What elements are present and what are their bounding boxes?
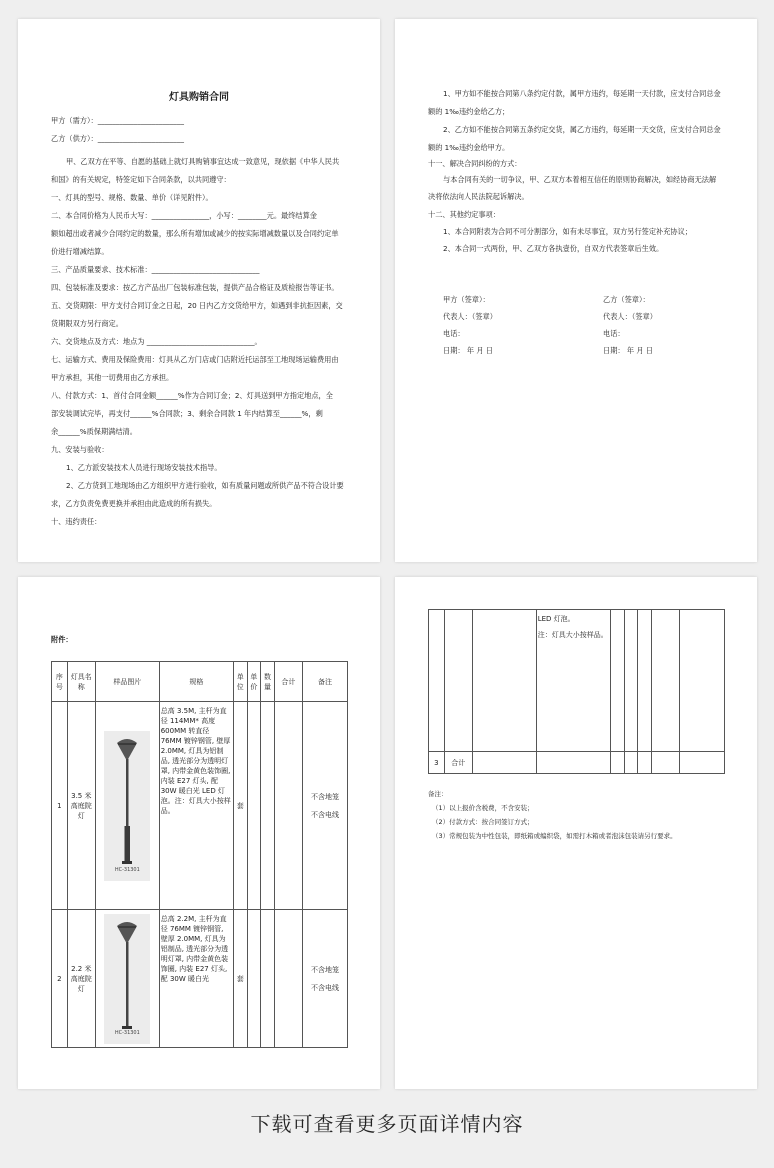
- breach-2-line-2: 额的 1‰违约金给甲方。: [428, 143, 510, 152]
- section-2-line-2: 额如超出或者减少合同约定的数量，那么所有增加或减少的按实际增减数量以及合同约定单: [51, 229, 339, 238]
- continued-spec: [536, 610, 610, 752]
- note-1: （1）以上报价含税费，不含安装；: [432, 804, 534, 812]
- header-unit: 单位: [233, 662, 247, 702]
- tel-party-a: 电话：: [443, 329, 465, 338]
- breach-1-line-1: 1、甲方如不能按合同第八条约定付款，属甲方违约，每延期一天付款，应支付合同总金: [443, 89, 721, 98]
- table-row: [52, 910, 348, 1048]
- party-a-line: 甲方（需方）：________________________: [51, 116, 184, 125]
- section-2-line-1: 二、本合同价格为人民币大写：________________，小写：________元。最终结算金: [51, 211, 317, 220]
- section-7-line-2: 甲方承担，其他一切费用由乙方承担。: [51, 373, 174, 382]
- section-9-item-1: 1、乙方派安装技术人员进行现场安装技术指导。: [66, 463, 222, 472]
- breach-2-line-1: 2、乙方如不能按合同第五条约定交货，属乙方违约，每延期一天交货，应支付合同总金: [443, 125, 721, 134]
- row-1-price: [247, 702, 261, 910]
- date-party-b: 日期： 年 月 日: [603, 346, 653, 355]
- section-8-line-3: 余______%质保期满结清。: [51, 427, 137, 436]
- header-name: 灯具名称: [67, 662, 95, 702]
- lamp-post-icon: [104, 914, 150, 1044]
- row-1-name: 3.5 米高庭院灯: [67, 702, 95, 910]
- row-2-no: 2: [52, 910, 68, 1048]
- section-12-item-2: 2、本合同一式两份，甲、乙双方各执壹份，自双方代表签章后生效。: [443, 244, 664, 253]
- row-2-note-2: 不含电线: [310, 983, 339, 992]
- lamp-post-icon: [104, 731, 150, 881]
- section-5-line-1: 五、交货期限：甲方支付合同订金之日起，20 日内乙方交货给甲方，如遇到非抗拒因素，交: [51, 301, 343, 310]
- continued-spec-line-2: 注：灯具大小按样品。: [537, 631, 608, 639]
- section-6: 六、交货地点及方式：地点为 ______________________________。: [51, 337, 262, 346]
- rep-party-a: 代表人：（签章）: [443, 312, 497, 321]
- row-1-note-2: 不含电线: [310, 810, 339, 819]
- row-2-name: 2.2 米高庭院灯: [67, 910, 95, 1048]
- sign-party-b: 乙方（签章）：: [603, 295, 650, 304]
- section-2-line-3: 价进行增减结算。: [51, 247, 109, 256]
- rep-party-b: 代表人：（签章）: [603, 312, 657, 321]
- row-2-total: [274, 910, 302, 1048]
- row-1-image-cell: [95, 702, 159, 910]
- section-4: 四、包装标准及要求：按乙方产品出厂包装标准包装，提供产品合格证及质检报告等证书。: [51, 283, 339, 292]
- total-row: [429, 752, 725, 774]
- contract-page-1: [18, 19, 380, 562]
- section-7-line-1: 七、运输方式、费用及保险费用：灯具从乙方门店或门店附近托运部至工地现场运输费用由: [51, 355, 339, 364]
- tel-party-b: 电话：: [603, 329, 625, 338]
- product-table: [51, 661, 348, 1048]
- header-spec: 规格: [159, 662, 233, 702]
- row-1-spec: 总高 3.5M, 主杆为直径 114MM* 高度 600MM 转直径 76MM 镀锌钢管, 壁厚 2.0MM, 灯具为铝制品, 透光部分为透明灯罩, 内带金黄色装饰圈, 内装 E27 灯头, 配 30W 暖白光 LED 灯泡。注：灯具大小按样品。: [159, 702, 233, 910]
- row-2-note: [302, 910, 347, 1048]
- section-11-line-2: 决将依法向人民法院起诉解决。: [428, 192, 529, 201]
- section-12-item-1: 1、本合同附表为合同不可分割部分，如有未尽事宜，双方另行签定补充协议；: [443, 227, 692, 236]
- lamp-code: HC-31301: [114, 1029, 140, 1036]
- section-9-item-2-line-2: 求，乙方负责免费更换并承担由此造成的所有损失。: [51, 499, 217, 508]
- date-party-a: 日期： 年 月 日: [443, 346, 493, 355]
- row-1-no: 1: [52, 702, 68, 910]
- table-row: [429, 610, 725, 752]
- section-11-line-1: 与本合同有关的一切争议，甲、乙双方本着相互信任的原则协商解决，如经协商无法解: [443, 175, 717, 184]
- row-2-image-cell: [95, 910, 159, 1048]
- sign-party-a: 甲方（签章）：: [443, 295, 490, 304]
- party-b-line: 乙方（供方）：________________________: [51, 134, 184, 143]
- section-5-line-2: 货期限双方另行商定。: [51, 319, 123, 328]
- product-table-continued: [428, 609, 725, 774]
- intro-line-1: 甲、乙双方在平等、自愿的基础上就灯具购销事宜达成一致意见，现依据《中华人民共: [66, 157, 340, 166]
- row-1-note-1: 不含地笼: [310, 792, 339, 801]
- row-2-unit: 套: [233, 910, 247, 1048]
- lamp-image: [104, 914, 150, 1044]
- header-qty: 数量: [261, 662, 275, 702]
- total-row-no: 3: [429, 752, 445, 774]
- section-9-item-2-line-1: 2、乙方货到工地现场由乙方组织甲方进行验收，如有质量问题或所供产品不符合设计要: [66, 481, 344, 490]
- note-2: （2）付款方式：按合同签订方式；: [432, 818, 534, 826]
- section-12: 十二、其他约定事项：: [428, 210, 500, 219]
- header-note: 备注: [302, 662, 347, 702]
- notes-title: 备注：: [428, 790, 448, 798]
- row-1-qty: [261, 702, 275, 910]
- section-8-line-1: 八、付款方式：1、首付合同金额______%作为合同订金；2、灯具送到甲方指定地点，全: [51, 391, 333, 400]
- note-3: （3）常规包装为中性包装，即纸箱或编织袋，如需打木箱或者泡沫包装请另行要求。: [432, 832, 677, 840]
- row-2-note-1: 不含地笼: [310, 965, 339, 974]
- table-row: [52, 702, 348, 910]
- section-1: 一、灯具的型号、规格、数量、单价（详见附件）。: [51, 193, 213, 202]
- download-more-caption: 下载可查看更多页面详情内容: [250, 1112, 524, 1136]
- total-row-label: 合计: [444, 752, 472, 774]
- table-header-row: [52, 662, 348, 702]
- header-total: 合计: [274, 662, 302, 702]
- continued-spec-line-1: LED 灯泡。: [537, 615, 575, 623]
- intro-line-2: 和国》的有关规定，特签定如下合同条款，以共同遵守：: [51, 175, 231, 184]
- section-3: 三、产品质量要求、技术标准：______________________________: [51, 265, 260, 274]
- row-2-price: [247, 910, 261, 1048]
- row-1-note: [302, 702, 347, 910]
- row-1-unit: 套: [233, 702, 247, 910]
- header-no: 序号: [52, 662, 68, 702]
- section-9: 九、安装与验收：: [51, 445, 109, 454]
- row-2-spec: 总高 2.2M, 主杆为直径 76MM 镀锌钢管, 壁厚 2.0MM, 灯具为铝制品, 透光部分为透明灯罩, 内带金黄色装饰圈, 内装 E27 灯头, 配 30W 暖白光: [159, 910, 233, 1048]
- lamp-code: HC-31301: [114, 866, 140, 873]
- section-11: 十一、解决合同纠纷的方式：: [428, 159, 522, 168]
- section-10: 十、违约责任：: [51, 517, 102, 526]
- contract-title: 灯具购销合同: [169, 92, 229, 103]
- header-price: 单价: [247, 662, 261, 702]
- section-8-line-2: 部安装调试完毕，再支付______%合同款；3、剩余合同款 1 年内结算至______%，剩: [51, 409, 323, 418]
- attachment-page-1: [18, 577, 380, 1089]
- contract-page-2: [395, 19, 757, 562]
- lamp-image: [104, 731, 150, 881]
- attachment-page-2: [395, 577, 757, 1089]
- row-1-total: [274, 702, 302, 910]
- breach-1-line-2: 额的 1‰违约金给乙方；: [428, 107, 510, 116]
- attachment-label: 附件：: [51, 635, 73, 644]
- row-2-qty: [261, 910, 275, 1048]
- header-image: 样品图片: [95, 662, 159, 702]
